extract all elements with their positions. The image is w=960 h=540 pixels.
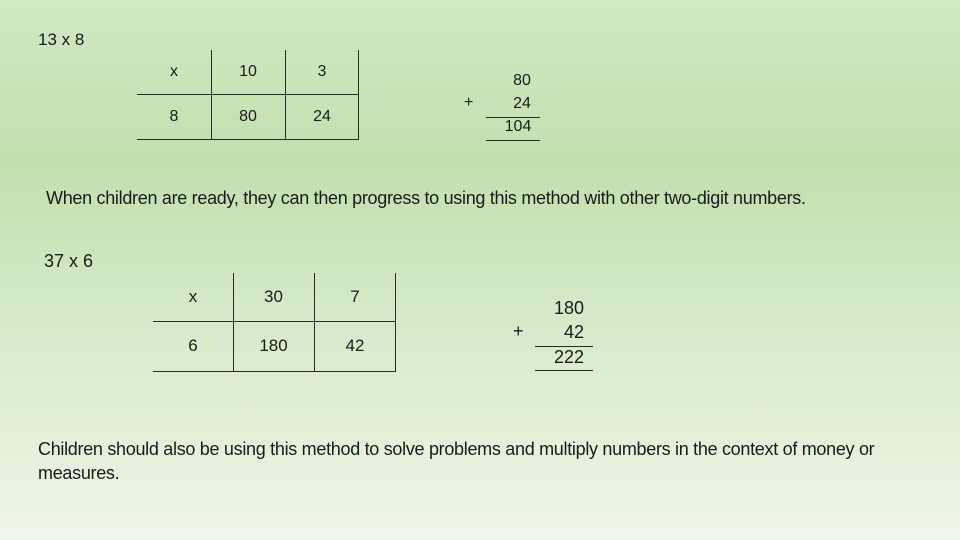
addition2-plus-sign: + (513, 321, 524, 341)
grid1-header-col2: 3 (317, 63, 327, 80)
example2-grid (153, 273, 396, 372)
addition2-addend-1: 180 (553, 298, 585, 318)
intro-text: When children are ready, they can then progress to using this method with other two-digit numbers. (46, 188, 806, 208)
closing-text: Children should also be using this method to solve problems and multiply numbers in the context of money or measures. (38, 439, 875, 483)
addition1-plus-sign: + (464, 94, 474, 111)
addition2-addend-2: 42 (563, 322, 585, 342)
grid2-cell-2: 42 (345, 336, 365, 355)
addition2-rule-bottom (535, 370, 593, 371)
grid2-header-col1: 30 (264, 287, 283, 306)
addition2-total: 222 (553, 347, 585, 367)
grid1-cell-2: 24 (313, 108, 331, 125)
grid1-divider-v1 (211, 50, 212, 140)
example2-addition (513, 296, 593, 372)
grid1-header-col1: 10 (239, 63, 257, 80)
grid1-right-border (358, 50, 359, 140)
grid1-row-label: 8 (169, 108, 179, 125)
addition1-total: 104 (504, 118, 532, 135)
grid2-header-col2: 7 (350, 287, 360, 306)
example1-grid (137, 50, 359, 140)
grid2-divider-h (153, 321, 396, 322)
grid2-bottom-border (153, 371, 396, 372)
grid2-divider-v1 (233, 273, 234, 372)
grid2-cell-1: 180 (259, 336, 288, 355)
grid1-bottom-border (137, 139, 359, 140)
grid1-divider-h (137, 94, 359, 95)
addition1-rule-bottom (486, 140, 540, 141)
addition1-addend-1: 80 (513, 72, 531, 89)
grid2-divider-v2 (314, 273, 315, 372)
grid1-divider-v2 (285, 50, 286, 140)
example1-addition (464, 70, 540, 142)
grid2-row-label: 6 (188, 336, 198, 355)
grid1-cell-1: 80 (239, 108, 257, 125)
addition1-addend-2: 24 (513, 95, 531, 112)
grid2-right-border (395, 273, 396, 372)
example1-title: 13 x 8 (38, 30, 85, 49)
example2-title: 37 x 6 (44, 251, 94, 271)
grid2-header-op: x (188, 287, 198, 306)
grid1-header-op: x (170, 63, 178, 80)
